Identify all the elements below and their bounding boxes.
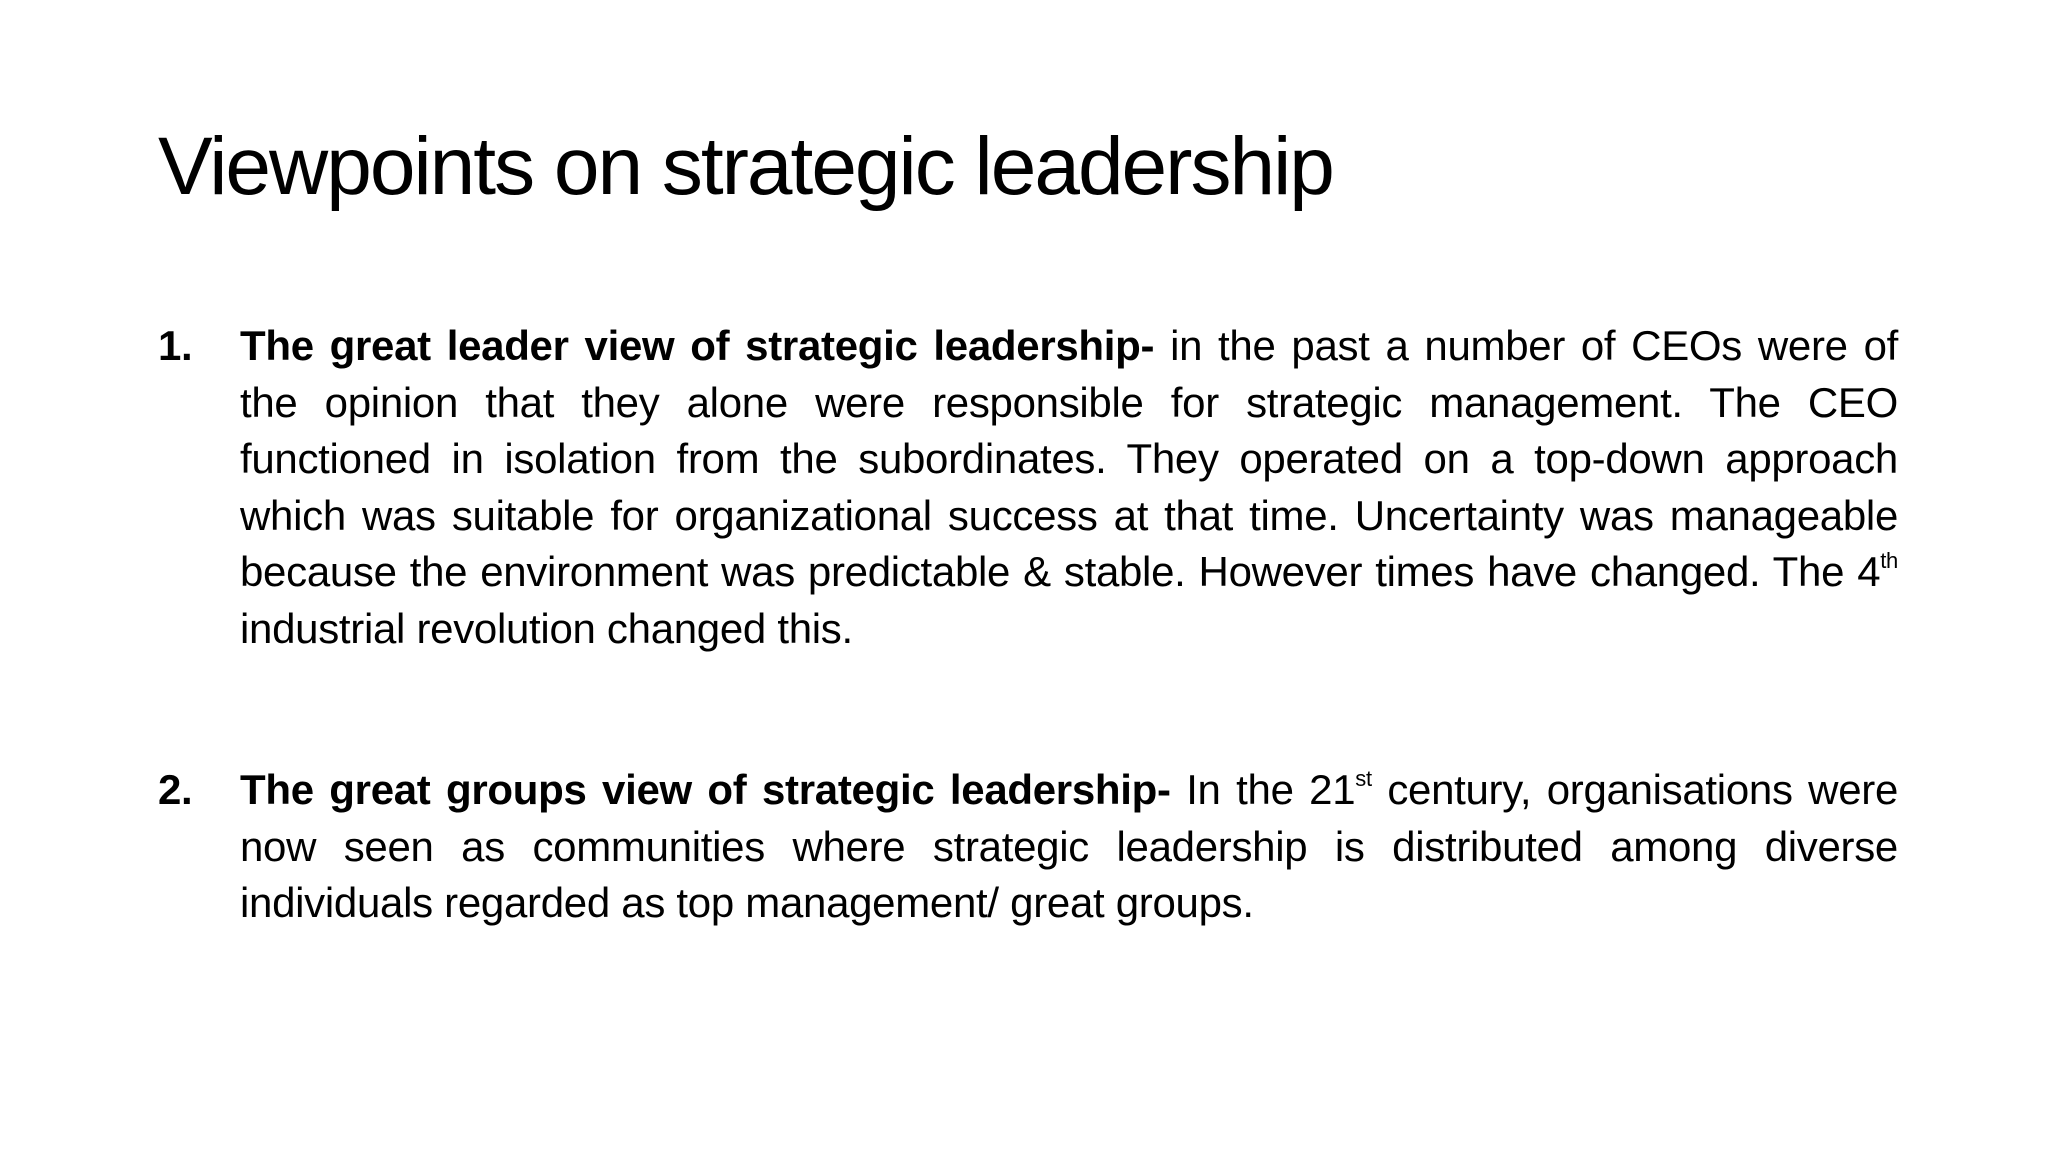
ordinal-superscript: th	[1880, 548, 1898, 573]
viewpoints-list	[158, 318, 1898, 932]
slide-title: Viewpoints on strategic leadership	[158, 121, 1333, 212]
list-item-body: In the 21	[1170, 766, 1356, 813]
list-item-body-continued: century, organisations were now seen as communities where strategic leadership is distributed among diverse individuals regarded as top management/ great groups.	[240, 766, 1899, 926]
list-item-number: 2.	[158, 766, 193, 813]
list-item-heading: The great leader view of strategic leadership-	[240, 322, 1155, 369]
list-item	[158, 762, 1898, 932]
ordinal-superscript: st	[1355, 766, 1372, 791]
list-item-heading: The great groups view of strategic leadership-	[240, 766, 1171, 813]
list-item-body: in the past a number of CEOs were of the opinion that they alone were responsible for strategic management. The CEO functioned in isolation from the subordinates. They operated on a top-down approach which was suitable for organizational success at that time. Uncertainty was manageable because the environment was predictable & stable. However times have changed. The 4	[240, 322, 1898, 595]
list-item-number: 1.	[158, 322, 193, 369]
list-item	[158, 318, 1898, 657]
list-item-body-continued: industrial revolution changed this.	[240, 604, 853, 652]
